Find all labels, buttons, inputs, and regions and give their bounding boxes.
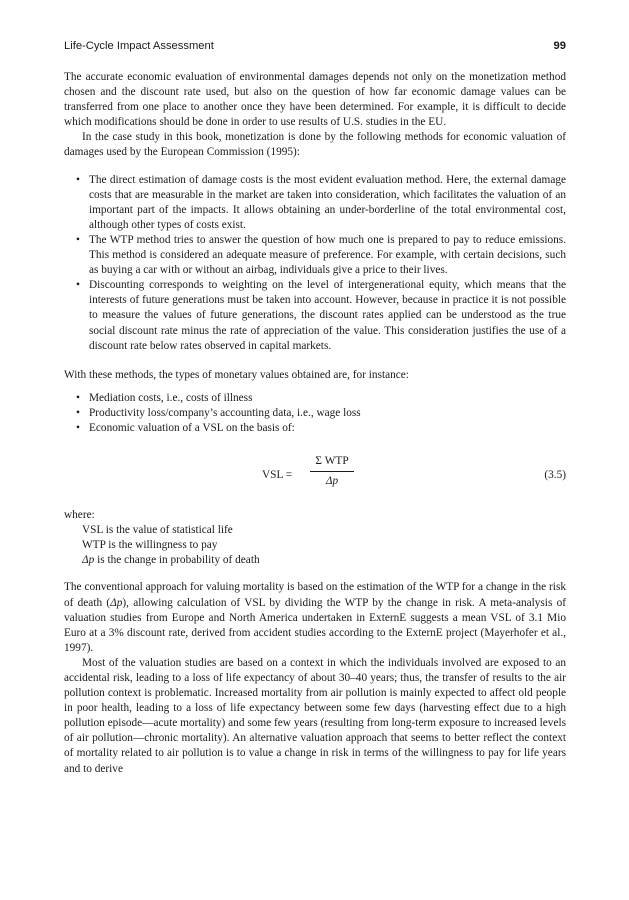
page-number: 99 [553, 40, 566, 52]
paragraph-1: The accurate economic evaluation of environmental damages depends not only on the monetization method chosen and the discount rate used, but also on the question of how far economic damage values can be transferred from one place to another once they have been determined. For example, it is difficult to decide which modifications should be done in order to use results of U.S. studies in the EU. [64, 71, 566, 129]
bullet-icon: • [76, 391, 80, 404]
list-item: • Economic valuation of a VSL on the basis of: [76, 421, 566, 436]
equation-number: (3.5) [544, 469, 566, 482]
paragraph-2: In the case study in this book, monetization is done by the following methods for economic valuation of damages used by the European Commission (1995): [64, 131, 566, 159]
definition-delta-p: Δp is the change in probability of death [82, 554, 260, 567]
equation-fraction [310, 454, 354, 489]
where-block [64, 508, 566, 568]
paragraph-4: The conventional approach for valuing mortality is based on the estimation of the WTP for a change in the risk of death (Δp), allowing calculation of VSL by dividing the WTP by the change in risk. A meta-analysis of valuation studies from Europe and North America undertaken in ExternE suggests a mean VSL of 3.1 Mio Euro at a 3% discount rate, derived from accident studies according to the ExternE project (Mayerhofer et al., 1997). [64, 581, 566, 654]
running-title: Life-Cycle Impact Assessment [64, 40, 214, 52]
page [64, 40, 566, 777]
bullet-icon: • [76, 406, 80, 419]
paragraph-3: With these methods, the types of monetary values obtained are, for instance: [64, 368, 409, 381]
value-types-list [76, 391, 566, 436]
definition-vsl: VSL is the value of statistical life [82, 524, 233, 537]
where-label: where: [64, 509, 95, 522]
body-text [64, 70, 566, 777]
where-definitions [82, 523, 566, 568]
bullet-icon: • [76, 279, 80, 292]
paragraph-5: Most of the valuation studies are based on a context in which the individuals involved are exposed to an accidental risk, leading to a loss of life expectancy of about 30–40 years; thus, the transfer of results to the air pollution context is problematic. Increased mortality from air pollution is mainly expected to affect old people in poor health, leading to a loss of life expectancy between some few days (harvesting effect due to a high pollution episode—acute mortality) and some few years (resulting from long-term exposure to increased levels of air pollution—chronic mortality). An alternative valuation approach that seems to better reflect the context of mortality related to air pollution is to value a change in risk in terms of the willingness to pay for life years and to derive [64, 656, 566, 775]
equation-lhs: VSL = [262, 469, 293, 482]
bullet-icon: • [76, 421, 80, 434]
equation-numerator: Σ WTP [310, 454, 354, 472]
list-item: • Mediation costs, i.e., costs of illness [76, 391, 566, 406]
bullet-icon: • [76, 173, 80, 186]
methods-list [76, 173, 566, 354]
list-item: • The WTP method tries to answer the question of how much one is prepared to pay to reduce emissions. This method is considered an adequate measure of preference. For example, with certain decisions, such as buying a car with or without an airbag, individuals give a price to their lives. [76, 233, 566, 277]
list-item: • The direct estimation of damage costs is the most evident evaluation method. Here, the external damage costs that are measurable in the market are taken into consideration, which facilitates the valuation of an important part of the impacts. It allows obtaining an under-borderline of the total environmental cost, although other types of costs exist. [76, 173, 566, 231]
definition-wtp: WTP is the willingness to pay [82, 539, 218, 552]
list-item: • Productivity loss/company’s accounting data, i.e., wage loss [76, 406, 566, 421]
running-header [64, 40, 566, 52]
equation-3-5 [64, 454, 566, 498]
equation-denominator: Δp [325, 475, 339, 488]
list-item: • Discounting corresponds to weighting on the level of intergenerational equity, which means that the interests of future generations must be taken into account. However, because in practice it is not possible to measure the values of future generations, the discount rates applied can be understood as the true social discount rate minus the rate of appreciation of the value. This consideration justifies the use of a discount rate below rates observed in capital markets. [76, 279, 566, 352]
bullet-icon: • [76, 233, 80, 246]
